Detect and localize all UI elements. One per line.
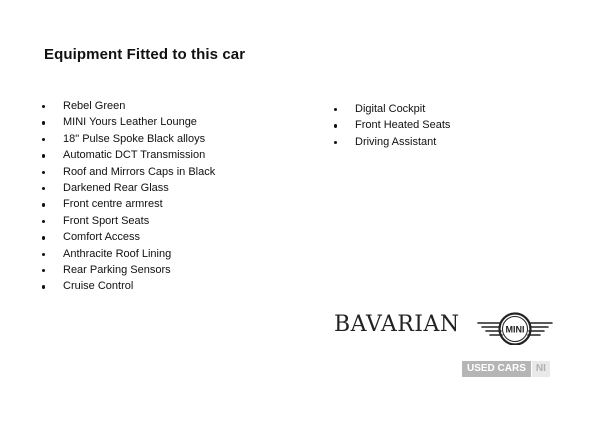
bullet-dot-icon <box>334 108 337 111</box>
bullet-dot-icon <box>42 203 45 206</box>
bullet-dot-icon <box>42 138 45 141</box>
page-title: Equipment Fitted to this car <box>44 46 246 63</box>
bullet-dot-icon <box>334 141 337 144</box>
bullet-dot-icon <box>42 105 45 108</box>
bullet-dot-icon <box>42 236 45 239</box>
list-item-label: Digital Cockpit <box>355 103 426 115</box>
list-item-label: Front centre armrest <box>63 198 163 211</box>
bullet-dot-icon <box>42 121 45 124</box>
list-item-label: Roof and Mirrors Caps in Black <box>63 165 216 178</box>
list-item <box>40 229 215 245</box>
list-item-label: Darkened Rear Glass <box>63 181 169 194</box>
list-item-label: 18" Pulse Spoke Black alloys <box>63 132 206 145</box>
list-item-label: Automatic DCT Transmission <box>63 149 206 162</box>
bullet-dot-icon <box>42 220 45 223</box>
list-item <box>332 101 450 117</box>
list-item-label: Front Sport Seats <box>63 214 150 227</box>
bullet-dot-icon <box>42 285 45 288</box>
list-item <box>40 213 215 229</box>
dealer-name: BAVARIAN <box>334 312 460 337</box>
bullet-dot-icon <box>42 269 45 272</box>
bullet-dot-icon <box>42 154 45 157</box>
list-item-label: Cruise Control <box>63 280 134 293</box>
list-item-label: Driving Assistant <box>355 135 437 148</box>
list-item-label: Comfort Access <box>63 231 141 244</box>
list-item <box>40 196 215 212</box>
list-item <box>40 147 215 163</box>
mini-logo-text: MINI <box>505 324 525 335</box>
list-item-label: Rear Parking Sensors <box>63 263 171 276</box>
bullet-dot-icon <box>334 124 337 127</box>
bullet-dot-icon <box>42 187 45 190</box>
list-item-label: MINI Yours Leather Lounge <box>63 116 197 129</box>
bullet-dot-icon <box>42 253 45 256</box>
equipment-list-right <box>332 101 450 150</box>
equipment-list-left <box>40 98 215 295</box>
list-item-label: Front Heated Seats <box>355 119 451 132</box>
list-item-label: Rebel Green <box>63 100 126 112</box>
list-item <box>40 262 215 278</box>
dealer-brand <box>334 309 554 349</box>
list-item <box>40 278 215 294</box>
list-item <box>40 180 215 196</box>
list-item-label: Anthracite Roof Lining <box>63 247 172 260</box>
list-item <box>40 98 215 114</box>
list-item <box>40 246 215 262</box>
list-item <box>40 131 215 147</box>
list-item <box>40 114 215 130</box>
used-cars-label: USED CARS <box>462 361 531 377</box>
mini-wings-logo-icon <box>477 311 553 345</box>
region-label: NI <box>532 361 550 377</box>
list-item <box>332 134 450 150</box>
used-cars-badge <box>462 361 550 377</box>
list-item <box>40 164 215 180</box>
bullet-dot-icon <box>42 171 45 174</box>
list-item <box>332 117 450 133</box>
